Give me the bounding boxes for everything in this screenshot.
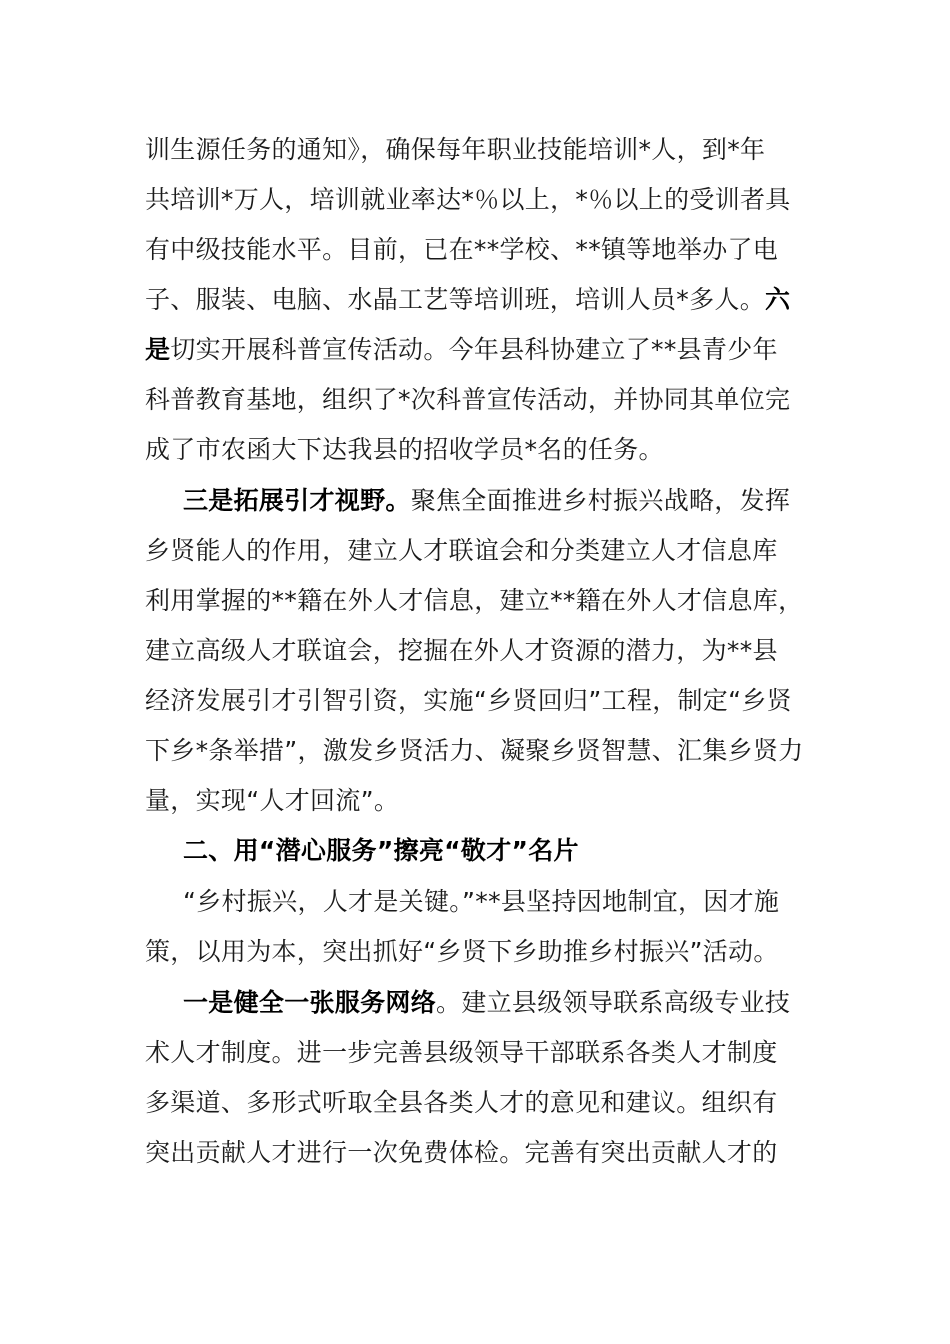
text-line [145, 531, 778, 571]
text-run: 聚焦全面推进乡村振兴战略，发挥 [410, 486, 791, 515]
text-line [145, 731, 804, 771]
section-heading [183, 831, 579, 871]
text-run-bold: 是 [145, 335, 171, 364]
text-line [145, 330, 778, 370]
text-line [145, 380, 790, 420]
text-run: 量，实现“人才回流”。 [145, 786, 400, 815]
text-run: 。建立县级领导联系高级专业技 [436, 988, 791, 1017]
text-run: 科普教育基地，组织了*次科普宣传活动，并协同其单位完 [145, 385, 791, 414]
paragraph-first-line [183, 882, 779, 922]
text-run: 乡贤能人的作用，建立人才联谊会和分类建立人才信息库 [145, 536, 778, 565]
text-run: 经济发展引才引智引资，实施“乡贤回归”工程，制定“乡贤 [145, 686, 792, 715]
paragraph-first-line [183, 481, 790, 521]
text-run: 术人才制度。进一步完善县级领导干部联系各类人才制度 [145, 1038, 778, 1067]
text-line [145, 1033, 778, 1073]
text-line [145, 581, 803, 621]
text-run-bold: 六 [765, 285, 791, 314]
text-line [145, 180, 791, 220]
text-run: 下乡*条举措”，激发乡贤活力、凝聚乡贤智慧、汇集乡贤力 [145, 736, 804, 765]
text-run: 训生源任务的通知》，确保每年职业技能培训*人，到*年 [145, 135, 766, 164]
text-run: 建立高级人才联谊会，挖掘在外人才资源的潜力，为**县 [145, 636, 778, 665]
text-line [145, 430, 664, 470]
text-run: “乡村振兴，人才是关键。”**县坚持因地制宜，因才施 [183, 887, 780, 916]
text-line [145, 1083, 778, 1123]
text-run: 共培训*万人，培训就业率达*％以上，*％以上的受训者具 [145, 185, 791, 214]
text-run: 多渠道、多形式听取全县各类人才的意见和建议。组织有 [145, 1088, 778, 1117]
text-line [145, 280, 790, 320]
text-run-bold: 三是拓展引才视野。 [183, 486, 411, 515]
text-run: 有中级技能水平。目前，已在**学校、**镇等地举办了电 [145, 235, 779, 264]
text-run: 策，以用为本，突出抓好“乡贤下乡助推乡村振兴”活动。 [145, 937, 779, 966]
text-run: 切实开展科普宣传活动。今年县科协建立了**县青少年 [170, 335, 778, 364]
text-line [145, 1133, 778, 1173]
text-line [145, 130, 765, 170]
text-line [145, 781, 399, 821]
text-line [145, 932, 779, 972]
text-run: 突出贡献人才进行一次免费体检。完善有突出贡献人才的 [145, 1138, 778, 1167]
heading-text: 二、用“潜心服务”擦亮“敬才”名片 [183, 836, 579, 865]
text-run: 成了市农函大下达我县的招收学员*名的任务。 [145, 435, 664, 464]
paragraph-first-line [183, 983, 790, 1023]
text-line [145, 230, 778, 270]
text-run: 利用掌握的**籍在外人才信息，建立**籍在外人才信息库， [145, 586, 804, 615]
text-line [145, 681, 792, 721]
text-run-bold: 一是健全一张服务网络 [183, 988, 437, 1017]
text-line [145, 631, 778, 671]
text-run: 子、服装、电脑、水晶工艺等培训班，培训人员*多人。 [145, 285, 766, 314]
